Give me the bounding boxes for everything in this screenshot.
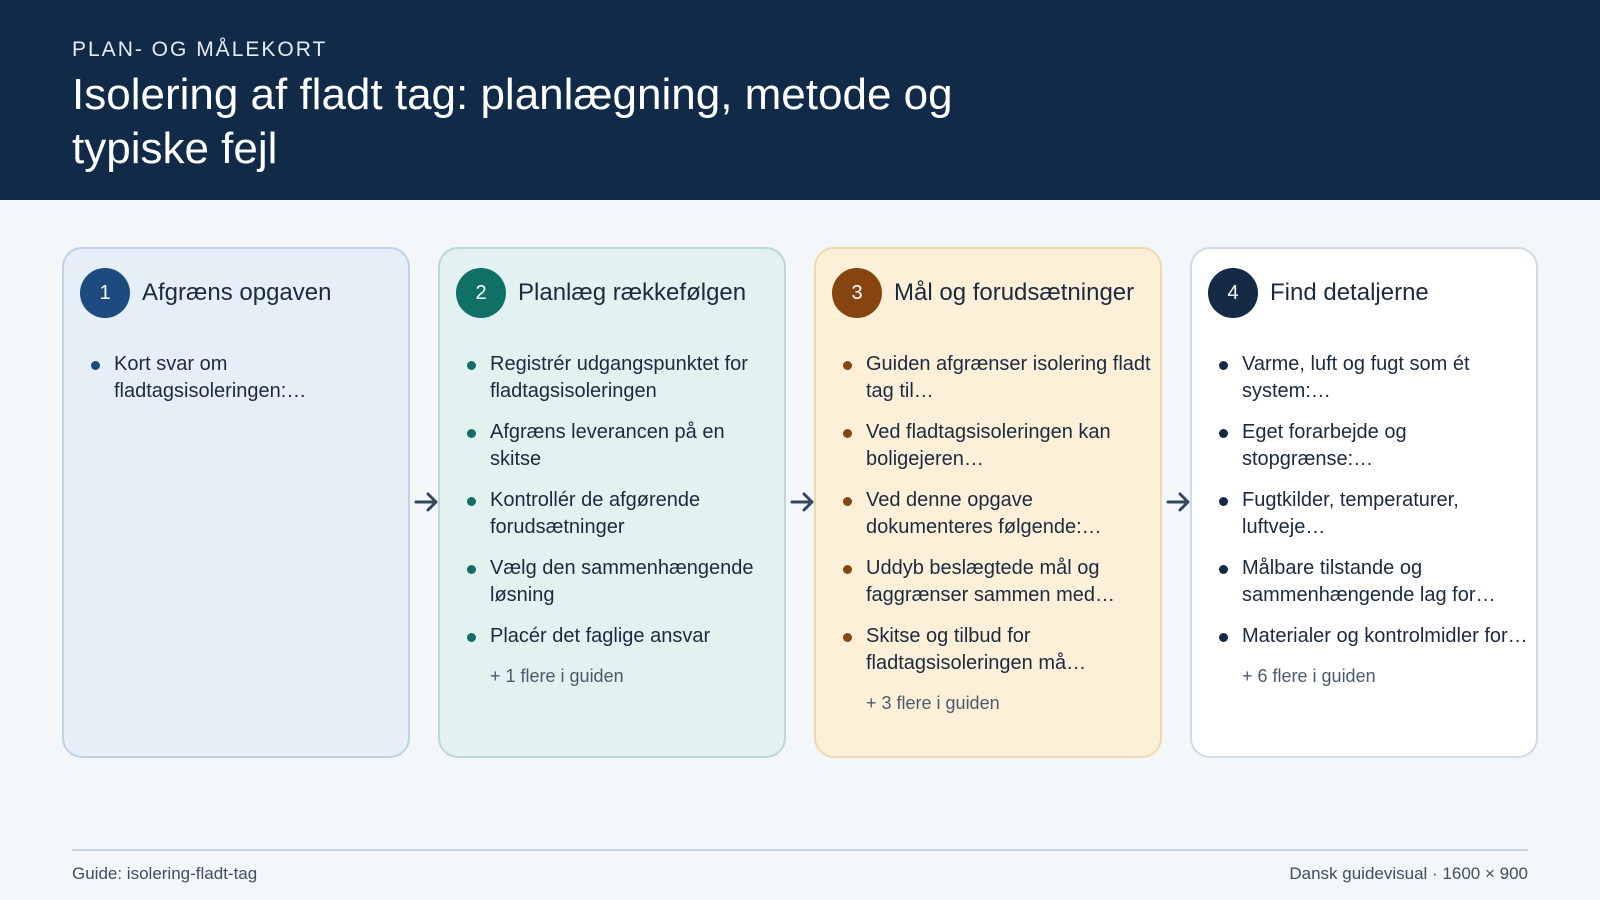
bullet-dot-icon	[843, 429, 852, 438]
step-number-badge: 1	[80, 268, 130, 318]
list-item	[842, 623, 1152, 677]
list-item	[466, 555, 776, 609]
step-items-list	[466, 351, 776, 688]
step-number-badge: 2	[456, 268, 506, 318]
eyebrow-label: PLAN- OG MÅLEKORT	[72, 38, 328, 61]
list-item	[1218, 351, 1528, 405]
list-item	[1218, 487, 1528, 541]
list-item-text: Afgræns leverancen på en skitse	[490, 421, 725, 470]
list-item	[842, 487, 1152, 541]
list-item-text: Målbare tilstande og sammenhængende lag for…	[1242, 557, 1496, 606]
footer-divider	[72, 849, 1528, 851]
list-item-text: Placér det faglige ansvar	[490, 625, 711, 647]
list-item	[466, 419, 776, 473]
bullet-dot-icon	[467, 429, 476, 438]
step-card-2	[438, 247, 786, 758]
list-item-text: Varme, luft og fugt som ét system:…	[1242, 353, 1470, 402]
page-title: Isolering af fladt tag: planlægning, metode og typiske fejl	[72, 70, 953, 173]
bullet-dot-icon	[467, 361, 476, 370]
list-item	[466, 623, 776, 650]
bullet-dot-icon	[843, 361, 852, 370]
more-in-guide-link[interactable]: + 3 flere i guiden	[866, 693, 1000, 713]
header-banner	[0, 0, 1600, 200]
list-item	[842, 351, 1152, 405]
step-items-list	[1218, 351, 1528, 688]
more-in-guide-link[interactable]: + 1 flere i guiden	[490, 666, 624, 686]
list-item-text: Uddyb beslægtede mål og faggrænser sammen med…	[866, 557, 1115, 606]
list-item	[1218, 419, 1528, 473]
list-item-text: Guiden afgrænser isolering fladt tag til…	[866, 353, 1151, 402]
step-card-4	[1190, 247, 1538, 758]
list-item	[1218, 623, 1528, 650]
list-item	[466, 487, 776, 541]
step-card-title: Afgræns opgaven	[142, 279, 332, 306]
list-item-text: Vælg den sammenhængende løsning	[490, 557, 754, 606]
arrow-right-icon	[1165, 490, 1193, 514]
step-card-3	[814, 247, 1162, 758]
list-item	[466, 351, 776, 405]
arrow-right-icon	[413, 490, 441, 514]
step-card-1	[62, 247, 410, 758]
step-items-list	[842, 351, 1152, 715]
step-card-title: Mål og forudsætninger	[894, 279, 1135, 306]
bullet-dot-icon	[467, 633, 476, 642]
bullet-dot-icon	[843, 497, 852, 506]
list-item-text: Materialer og kontrolmidler for…	[1242, 625, 1528, 647]
bullet-dot-icon	[467, 565, 476, 574]
bullet-dot-icon	[1219, 633, 1228, 642]
list-item-text: Ved denne opgave dokumenteres følgende:…	[866, 489, 1102, 538]
list-item	[842, 419, 1152, 473]
step-number-badge: 4	[1208, 268, 1258, 318]
bullet-dot-icon	[1219, 361, 1228, 370]
list-item-text: Eget forarbejde og stopgrænse:…	[1242, 421, 1407, 470]
list-item-text: Registrér udgangspunktet for fladtagsisoleringen	[490, 353, 748, 402]
bullet-dot-icon	[1219, 497, 1228, 506]
footer-meta-label: Dansk guidevisual · 1600 × 900	[1289, 864, 1528, 883]
bullet-dot-icon	[843, 565, 852, 574]
list-item	[90, 351, 400, 405]
step-items-list	[90, 351, 400, 419]
step-card-title: Find detaljerne	[1270, 279, 1429, 306]
arrow-right-icon	[789, 490, 817, 514]
list-item-text: Fugtkilder, temperaturer, luftveje…	[1242, 489, 1459, 538]
bullet-dot-icon	[467, 497, 476, 506]
bullet-dot-icon	[91, 361, 100, 370]
list-item-text: Ved fladtagsisoleringen kan boligejeren…	[866, 421, 1111, 470]
list-item-text: Skitse og tilbud for fladtagsisoleringen må…	[866, 625, 1087, 674]
list-item-text: Kontrollér de afgørende forudsætninger	[490, 489, 701, 538]
list-item	[1218, 555, 1528, 609]
more-in-guide-link[interactable]: + 6 flere i guiden	[1242, 666, 1376, 686]
step-number-badge: 3	[832, 268, 882, 318]
bullet-dot-icon	[843, 633, 852, 642]
bullet-dot-icon	[1219, 429, 1228, 438]
step-card-title: Planlæg rækkefølgen	[518, 279, 747, 306]
list-item-text: Kort svar om fladtagsisoleringen:…	[114, 353, 307, 402]
footer-guide-label: Guide: isolering-fladt-tag	[72, 864, 258, 883]
list-item	[842, 555, 1152, 609]
bullet-dot-icon	[1219, 565, 1228, 574]
